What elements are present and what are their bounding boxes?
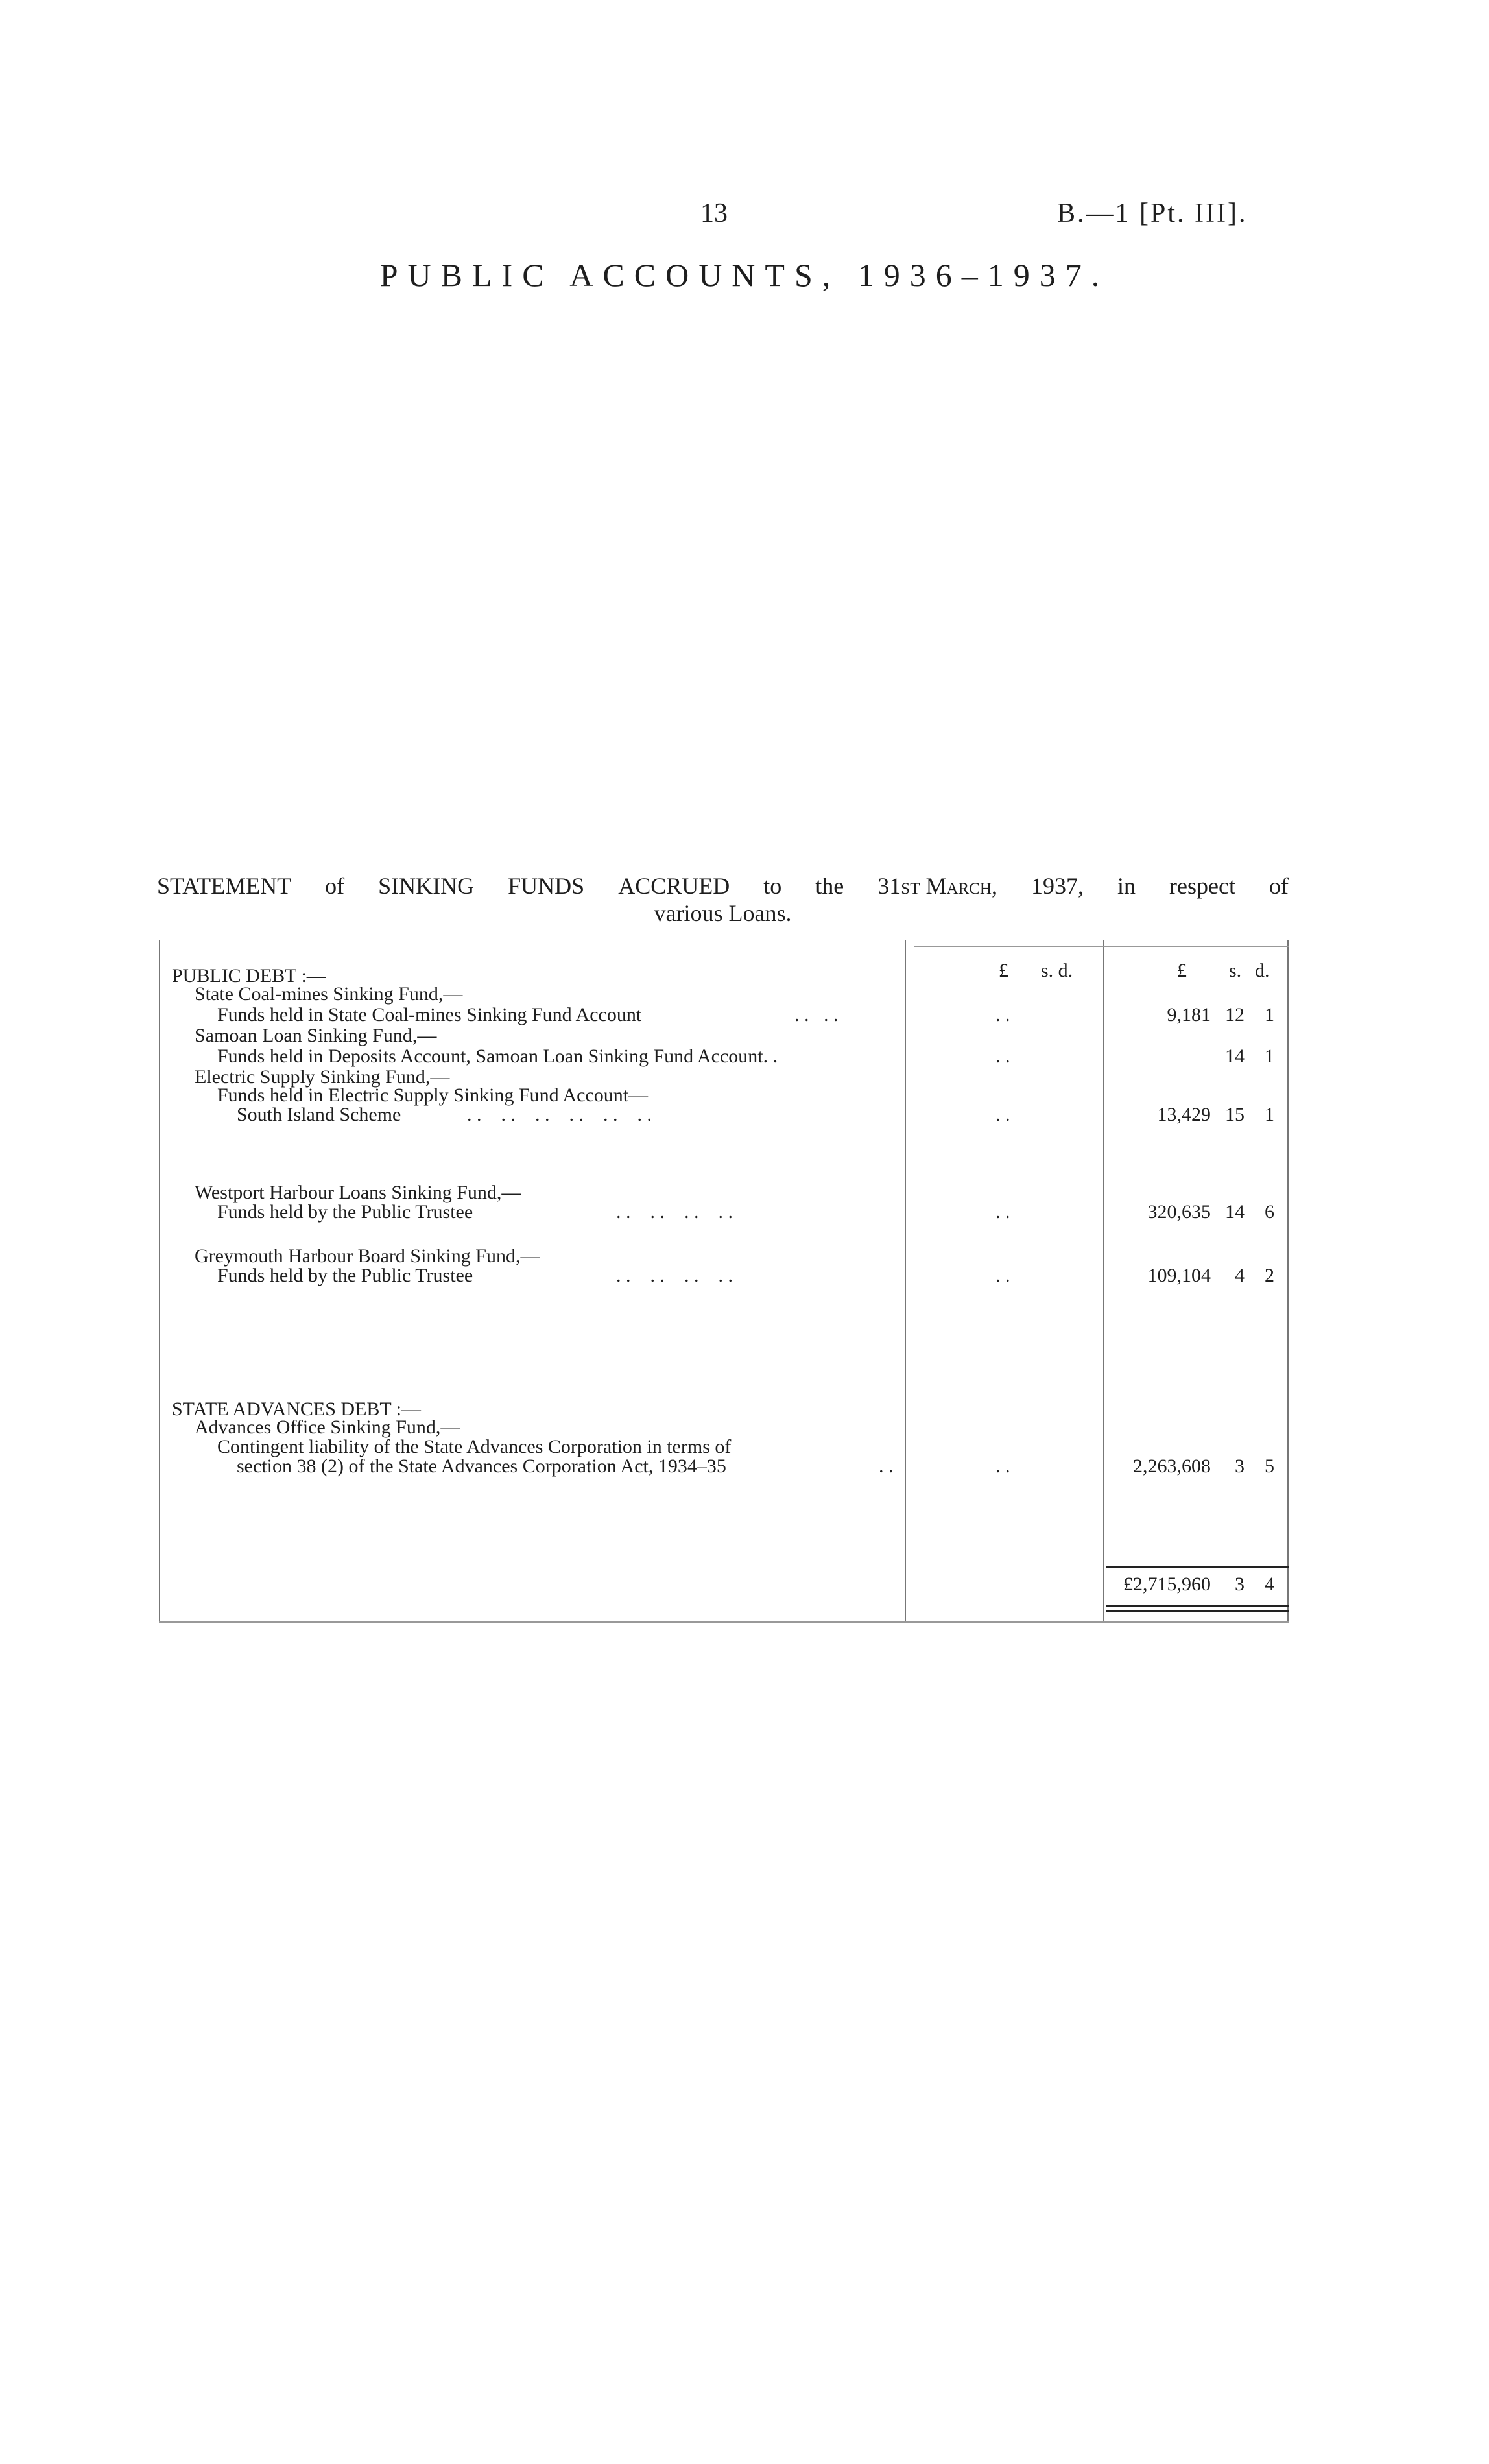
statement-title-line2: various Loans. <box>654 900 792 926</box>
table-bottom-rule <box>159 1621 1289 1623</box>
col-header-pounds: £ <box>1177 960 1187 981</box>
sinking-funds-table <box>159 940 1289 1623</box>
row-description: Funds held by the Public Trustee <box>217 1265 473 1286</box>
row-description: Advances Office Sinking Fund,— <box>195 1417 460 1438</box>
title-word: respect <box>1169 873 1235 899</box>
row-description: State Coal-mines Sinking Fund,— <box>195 983 463 1005</box>
leader-dots: . . . . . . . . <box>616 1265 733 1286</box>
col-header-shillings: s. <box>1229 960 1242 981</box>
amount-pence: 6 <box>1265 1201 1274 1223</box>
total-pence: 4 <box>1265 1573 1274 1595</box>
total-rule <box>1106 1566 1289 1568</box>
row-description: section 38 (2) of the State Advances Corporation Act, 1934–35 <box>237 1455 726 1477</box>
page-number: 13 <box>700 198 728 228</box>
title-word: to <box>763 873 782 899</box>
leader-dots: . . . . . . . . . . . . <box>467 1104 652 1125</box>
leader-dots: . . . . <box>794 1004 839 1025</box>
amount-pence: 5 <box>1265 1455 1274 1477</box>
column1-dots: . . <box>995 1455 1010 1477</box>
row-description: STATE ADVANCES DEBT :— <box>172 1398 422 1420</box>
amount-pence: 1 <box>1265 1046 1274 1067</box>
column-divider <box>905 940 906 1623</box>
title-word: in <box>1117 873 1136 899</box>
amount-pence: 2 <box>1265 1265 1274 1286</box>
row-description: PUBLIC DEBT :— <box>172 965 326 987</box>
row-description: Funds held by the Public Trustee <box>217 1201 473 1223</box>
amount-pounds: 320,635 <box>1147 1201 1211 1223</box>
title-word: FUNDS <box>508 873 585 899</box>
amount-shillings: 12 <box>1225 1004 1245 1025</box>
table-top-rule <box>914 946 1289 947</box>
amount-shillings: 14 <box>1225 1201 1245 1223</box>
row-description: Funds held in State Coal-mines Sinking Fund Account <box>217 1004 642 1025</box>
table-border-left <box>159 940 160 1623</box>
col-header-pounds: £ <box>999 960 1008 981</box>
amount-pence: 1 <box>1265 1104 1274 1125</box>
leader-dots: . . <box>879 1455 894 1477</box>
row-description: Contingent liability of the State Advances Corporation in terms of <box>217 1436 732 1457</box>
total-pounds: £2,715,960 <box>1123 1573 1211 1595</box>
amount-shillings: 3 <box>1235 1455 1245 1477</box>
column1-dots: . . <box>995 1201 1010 1223</box>
title-word: SINKING <box>378 873 475 899</box>
amount-shillings: 15 <box>1225 1104 1245 1125</box>
amount-pounds: 109,104 <box>1147 1265 1211 1286</box>
column1-dots: . . <box>995 1104 1010 1125</box>
row-description: Greymouth Harbour Board Sinking Fund,— <box>195 1245 540 1267</box>
amount-shillings: 14 <box>1225 1046 1245 1067</box>
column1-dots: . . <box>995 1004 1010 1025</box>
page-title: PUBLIC ACCOUNTS, 1936–1937. <box>379 257 1110 293</box>
total-shillings: 3 <box>1235 1573 1245 1595</box>
title-word: of <box>1269 873 1289 899</box>
title-word: the <box>815 873 844 899</box>
column1-dots: . . <box>995 1265 1010 1286</box>
row-description: Funds held in Deposits Account, Samoan Loan Sinking Fund Account. . <box>217 1046 778 1067</box>
column-divider <box>1103 940 1104 1623</box>
col-header-pence: d. <box>1255 960 1270 981</box>
table-border-right <box>1287 940 1289 1623</box>
title-word: ACCRUED <box>618 873 730 899</box>
statement-title-line1 <box>157 872 1289 900</box>
amount-pounds: 13,429 <box>1157 1104 1211 1125</box>
total-double-rule <box>1106 1605 1289 1612</box>
title-word: 31st March, <box>877 873 997 899</box>
amount-pence: 1 <box>1265 1004 1274 1025</box>
amount-pounds: 2,263,608 <box>1133 1455 1211 1477</box>
row-description: Westport Harbour Loans Sinking Fund,— <box>195 1182 521 1203</box>
title-word: of <box>325 873 345 899</box>
statement-title <box>157 872 1289 927</box>
row-description: Samoan Loan Sinking Fund,— <box>195 1025 437 1046</box>
col-header-shillings-pence: s. d. <box>1041 960 1073 981</box>
amount-shillings: 4 <box>1235 1265 1245 1286</box>
title-word: 1937, <box>1030 873 1084 899</box>
amount-pounds: 9,181 <box>1167 1004 1211 1025</box>
row-description: South Island Scheme <box>237 1104 401 1125</box>
row-description: Electric Supply Sinking Fund,— <box>195 1066 450 1088</box>
leader-dots: . . . . . . . . <box>616 1201 733 1223</box>
document-reference: B.—1 [Pt. III]. <box>1057 198 1248 228</box>
row-description: Funds held in Electric Supply Sinking Fund Account— <box>217 1084 649 1106</box>
title-word: STATEMENT <box>157 873 292 899</box>
column1-dots: . . <box>995 1046 1010 1067</box>
